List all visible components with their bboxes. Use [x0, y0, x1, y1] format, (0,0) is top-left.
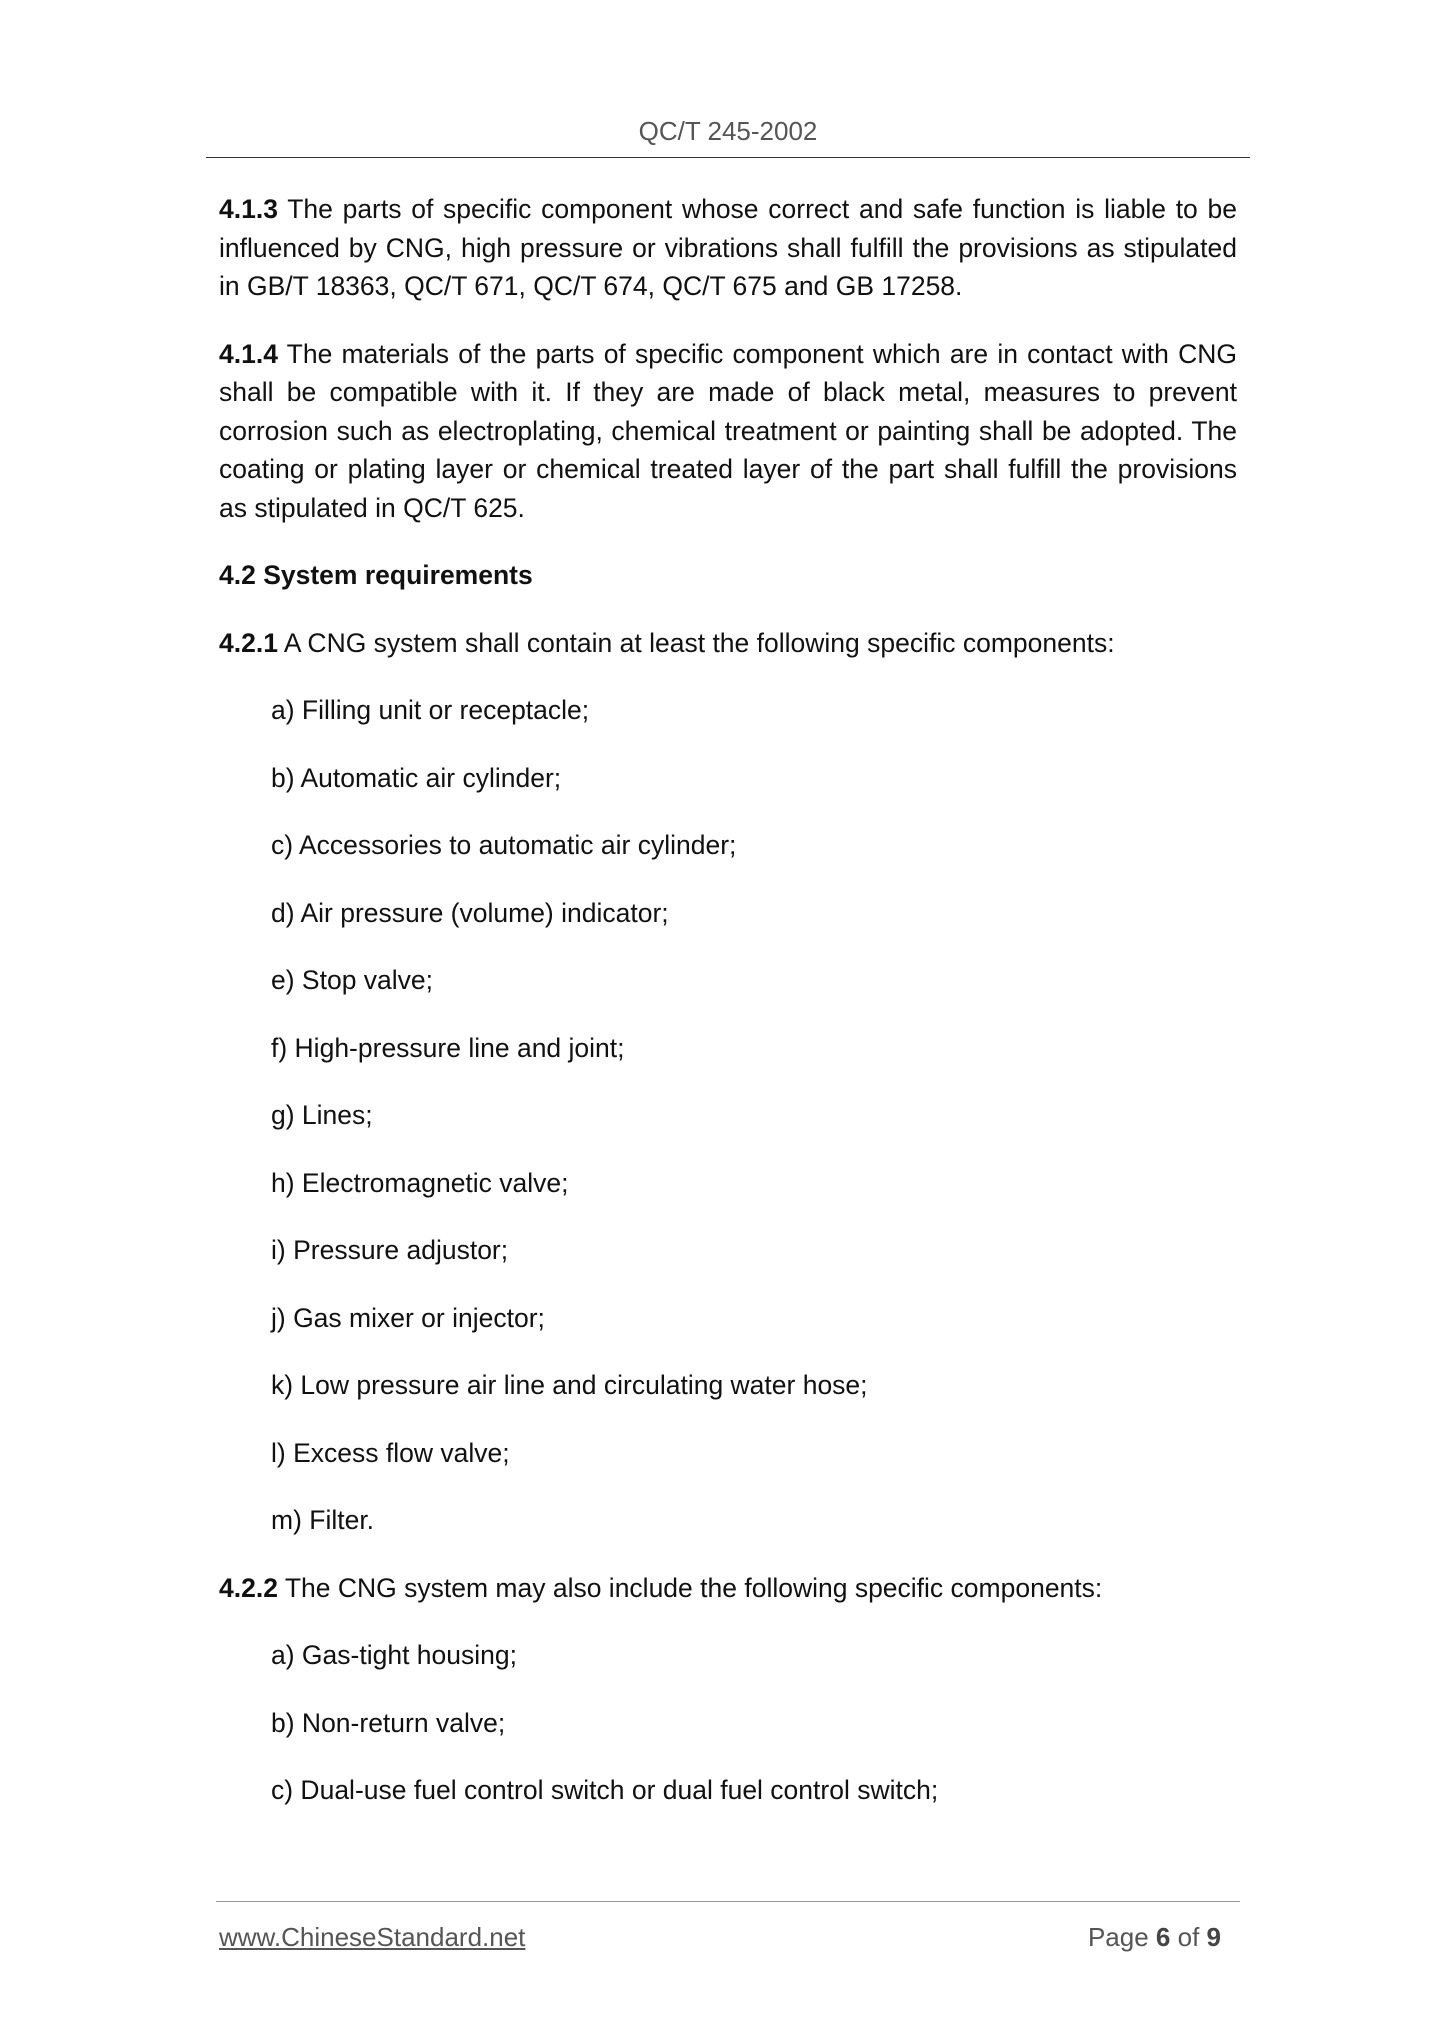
document-body	[219, 190, 1237, 1839]
list-item: b) Automatic air cylinder;	[271, 762, 562, 793]
clause-number: 4.1.4	[219, 338, 278, 369]
list-item: d) Air pressure (volume) indicator;	[271, 897, 669, 928]
component-list-optional	[219, 1636, 1237, 1810]
clause-4-1-4	[219, 335, 1237, 528]
clause-number: 4.2.1	[219, 627, 278, 658]
clause-4-1-3	[219, 190, 1237, 306]
clause-text: The materials of the parts of specific component which are in contact with CNG shall be compatible with it. If they are made of black metal, measures to prevent corrosion such as electroplating, chemical treatment or painting shall be adopted. The coating or plating layer or chemical treated layer of the part shall fulfill the provisions as stipulated in QC/T 625.	[219, 338, 1237, 523]
clause-text: The CNG system may also include the following specific components:	[277, 1572, 1103, 1603]
footer-divider	[216, 1901, 1240, 1902]
list-item: h) Electromagnetic valve;	[271, 1167, 569, 1198]
list-item: a) Filling unit or receptacle;	[271, 695, 590, 725]
list-item: b) Non-return valve;	[271, 1707, 506, 1738]
list-item: j) Gas mixer or injector;	[271, 1302, 545, 1333]
header-divider	[206, 157, 1250, 158]
page-total: 9	[1206, 1922, 1221, 1952]
clause-4-2-1	[219, 624, 1237, 663]
page-number	[1088, 1922, 1221, 1953]
list-item: f) High-pressure line and joint;	[271, 1032, 625, 1063]
section-heading-4-2: 4.2 System requirements	[219, 560, 533, 590]
clause-number: 4.2.2	[219, 1572, 278, 1603]
list-item: k) Low pressure air line and circulating water hose;	[271, 1370, 868, 1400]
website-link[interactable]: www.ChineseStandard.net	[219, 1922, 526, 1952]
page-of: of	[1170, 1922, 1207, 1952]
list-item: a) Gas-tight housing;	[271, 1640, 517, 1670]
list-item: i) Pressure adjustor;	[271, 1235, 509, 1265]
clause-4-2-2	[219, 1569, 1237, 1608]
document-header: QC/T 245-2002	[638, 116, 818, 146]
page-current: 6	[1155, 1922, 1171, 1952]
clause-number: 4.1.3	[219, 194, 278, 224]
page-prefix: Page	[1087, 1922, 1156, 1952]
list-item: c) Accessories to automatic air cylinder;	[271, 830, 737, 860]
list-item: l) Excess flow valve;	[271, 1437, 510, 1468]
component-list-required	[219, 691, 1237, 1540]
list-item: m) Filter.	[271, 1505, 375, 1535]
clause-text: A CNG system shall contain at least the following specific components:	[277, 627, 1115, 658]
clause-text: The parts of specific component whose correct and safe function is liable to be influenced by CNG, high pressure or vibrations shall fulfill the provisions as stipulated in GB/T 18363, QC/T 671, QC/T 674, QC/T 675 and GB 17258.	[219, 194, 1237, 301]
list-item: g) Lines;	[271, 1100, 373, 1130]
list-item: c) Dual-use fuel control switch or dual fuel control switch;	[271, 1775, 939, 1805]
list-item: e) Stop valve;	[271, 965, 434, 995]
